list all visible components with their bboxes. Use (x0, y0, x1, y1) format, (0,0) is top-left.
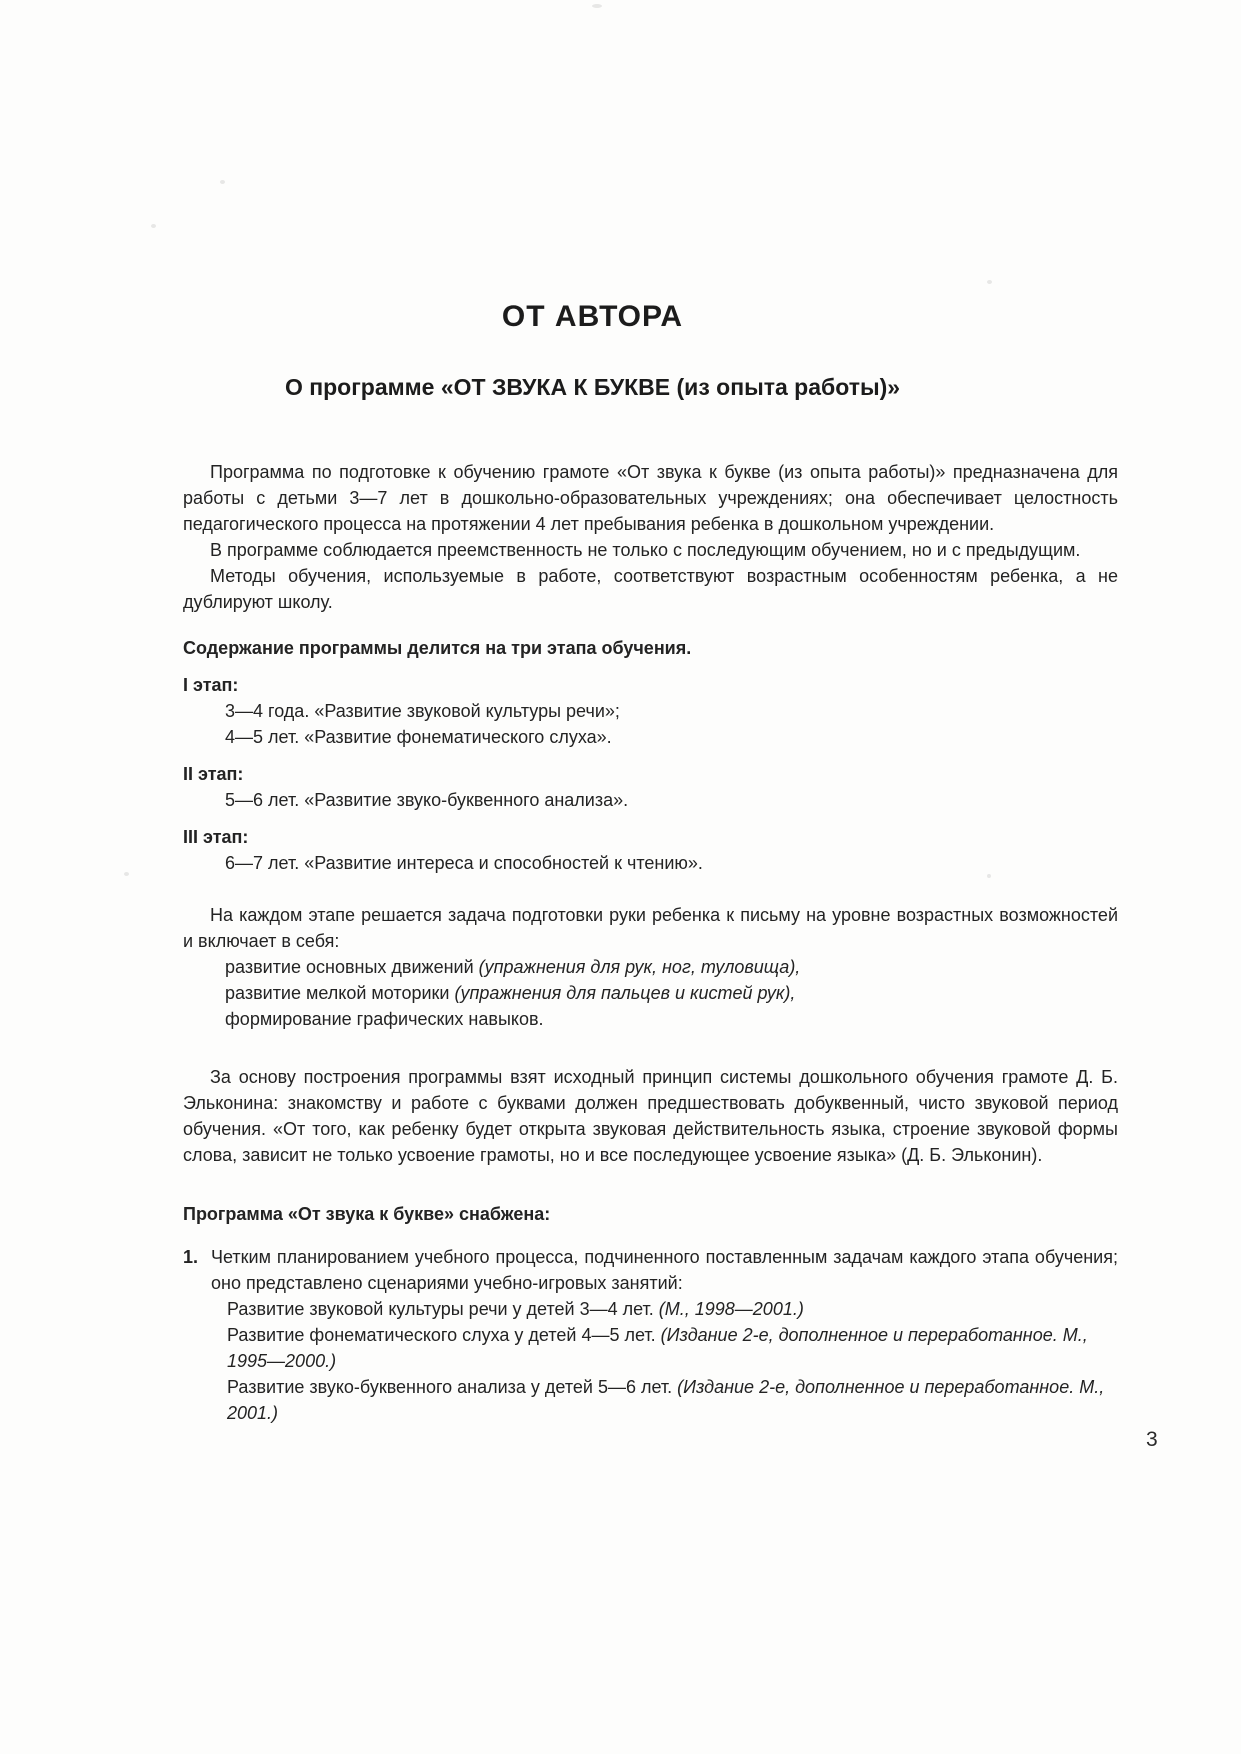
principle-paragraph: За основу построения программы взят исходный принцип системы дошкольного обучения грамоте Д. Б. Эльконина: знакомству и работе с буквами должен предшествовать добуквенный, чисто звуковой период обучения. «От того, как ребенку будет открыта звуковая действительность языка, строение звуковой формы слова, зависит не только усвоение грамоты, но и все последующее усвоение языка» (Д. Б. Эльконин). (183, 1067, 1118, 1165)
publication-3-edition: (Издание 2-е, дополненное и переработанное. М., 2001.) (227, 1377, 1105, 1423)
publication-1 (211, 1296, 1118, 1322)
publication-1-edition: (М., 1998—2001.) (658, 1299, 804, 1319)
stage-1-label: I этап: (183, 675, 239, 695)
intro-paragraph-2: В программе соблюдается преемственность не только с последующим обучением, но и с предыдущим. (210, 540, 1081, 560)
scan-speck (124, 872, 129, 876)
body-text-column (183, 459, 1118, 1426)
stage-2-label: II этап: (183, 764, 244, 784)
scan-speck (592, 4, 602, 8)
page-subtitle: О программе «ОТ ЗВУКА К БУКВЕ (из опыта работы)» (284, 374, 901, 400)
stage-3-item-1: 6—7 лет. «Развитие интереса и способностей к чтению». (225, 853, 703, 873)
scan-speck (220, 180, 225, 184)
hand-preparation-section (183, 902, 1118, 1032)
hand-prep-intro: На каждом этапе решается задача подготовки руки ребенка к письму на уровне возрастных возможностей и включает в себя: (183, 905, 1118, 951)
stage-2-item-1: 5—6 лет. «Развитие звуко-буквенного анализа». (225, 790, 629, 810)
stage-block-2 (183, 761, 1118, 813)
scan-speck (987, 280, 992, 284)
stages-heading: Содержание программы делится на три этапа обучения. (183, 638, 692, 658)
page-title: ОТ АВТОРА (501, 300, 684, 333)
stage-3-label: III этап: (183, 827, 249, 847)
page-number: 3 (1146, 1428, 1158, 1451)
stage-block-1 (183, 672, 1118, 750)
publication-2-edition: (Издание 2-е, дополненное и переработанное. М., 1995—2000.) (227, 1325, 1088, 1371)
equipped-item-1 (183, 1244, 1118, 1426)
publication-2 (211, 1322, 1118, 1374)
hand-prep-item-1-note: (упражнения для рук, ног, туловища), (478, 957, 801, 977)
intro-paragraph-3: Методы обучения, используемые в работе, соответствуют возрастным особенностям ребенка, а не дублируют школу. (183, 566, 1118, 612)
equipped-item-1-text: Четким планированием учебного процесса, подчиненного поставленным задачам каждого этапа обучения; оно представлено сценариями учебно-игровых занятий: (211, 1247, 1118, 1293)
publication-1-title: Развитие звуковой культуры речи у детей 3—4 лет. (227, 1299, 659, 1319)
publication-2-title: Развитие фонематического слуха у детей 4—5 лет. (227, 1325, 661, 1345)
stage-1-item-1: 3—4 года. «Развитие звуковой культуры речи»; (225, 701, 620, 721)
publication-3-title: Развитие звуко-буквенного анализа у детей 5—6 лет. (227, 1377, 678, 1397)
scan-speck (151, 224, 156, 228)
equipped-heading: Программа «От звука к букве» снабжена: (183, 1204, 551, 1224)
hand-prep-item-1-text: развитие основных движений (225, 957, 479, 977)
hand-prep-item-1 (183, 954, 1118, 980)
hand-prep-item-3 (183, 1006, 1118, 1032)
stage-1-item-2: 4—5 лет. «Развитие фонематического слуха». (225, 727, 612, 747)
page-headers (125, 300, 1060, 401)
hand-prep-item-2-note: (упражнения для пальцев и кистей рук), (454, 983, 796, 1003)
hand-prep-item-2 (183, 980, 1118, 1006)
hand-prep-item-3-text: формирование графических навыков. (225, 1009, 544, 1029)
hand-prep-item-2-text: развитие мелкой моторики (225, 983, 455, 1003)
intro-paragraph-1: Программа по подготовке к обучению грамоте «От звука к букве (из опыта работы)» предназначена для работы с детьми 3—7 лет в дошкольно-образовательных учреждениях; она обеспечивает целостность педагогического процесса на протяжении 4 лет пребывания ребенка в дошкольном учреждении. (183, 462, 1118, 534)
publication-3 (211, 1374, 1118, 1426)
stage-block-3 (183, 824, 1118, 876)
equipped-item-1-number: 1. (183, 1247, 199, 1267)
